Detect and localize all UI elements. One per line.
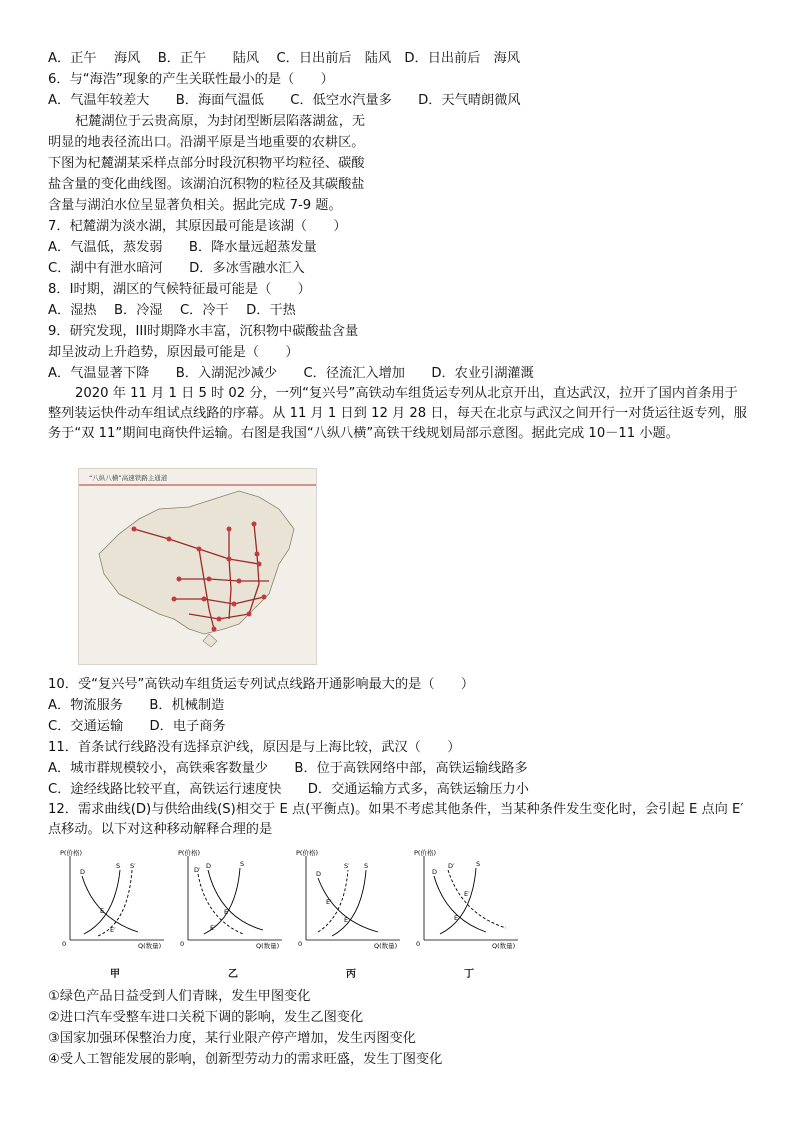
q12-statement-1: ①绿色产品日益受到人们青睐，发生甲图变化 [48, 989, 311, 1004]
q11-options-ab: A．城市群规模较小，高铁乘客数量少 B．位于高铁网络中部，高铁运输线路多 [48, 761, 528, 776]
passage-qilu-1: 杞麓湖位于云贵高原，为封闭型断层陷落湖盆，无 [75, 114, 366, 129]
railway-map [78, 468, 317, 665]
svg-text:0: 0 [298, 940, 303, 948]
svg-text:0: 0 [416, 940, 421, 948]
passage-qilu-5: 含量与湖泊水位呈显著负相关。据此完成 7-9 题。 [48, 198, 342, 213]
svg-text:E′: E′ [326, 898, 332, 906]
svg-text:D′: D′ [194, 866, 201, 874]
q12-statement-2: ②进口汽车受整车进口关税下调的影响，发生乙图变化 [48, 1010, 364, 1025]
svg-text:D: D [432, 868, 438, 876]
svg-text:S′: S′ [130, 862, 136, 870]
q11-options-cd: C．途经线路比较平直，高铁运行速度快 D．交通运输方式多，高铁运输压力小 [48, 782, 529, 797]
supply-demand-graphs [60, 848, 520, 978]
svg-text:E: E [344, 916, 349, 924]
q7-stem: 7．杞麓湖为淡水湖，其原因最可能是该湖（ ） [48, 219, 347, 234]
svg-text:P(价格): P(价格) [296, 849, 318, 857]
graph-jia [60, 848, 170, 980]
svg-text:0: 0 [62, 940, 67, 948]
q9-stem-2: 却呈波动上升趋势，原因最可能是（ ） [48, 345, 299, 360]
q6-stem: 6．与“海浩”现象的产生关联性最小的是（ ） [48, 72, 334, 87]
svg-text:0: 0 [180, 940, 185, 948]
passage-qilu-2: 明显的地表径流出口。沿湖平原是当地重要的农耕区。 [48, 135, 365, 150]
q8-stem: 8．I时期，湖区的气候特征最可能是（ ） [48, 282, 311, 297]
graph-label-bing: 丙 [346, 969, 356, 980]
svg-text:S: S [116, 862, 121, 870]
q5-options: A．正午 海风 B．正午 陆风 C．日出前后 陆风 D．日出前后 海风 [48, 51, 521, 66]
graph-label-ding: 丁 [464, 969, 474, 980]
graph-ding [414, 848, 524, 980]
svg-text:Q(数量): Q(数量) [492, 942, 516, 950]
q10-options-cd: C．交通运输 D．电子商务 [48, 719, 226, 734]
map-title: “八纵八横”高速铁路主通道 [89, 474, 168, 482]
svg-text:S: S [240, 860, 245, 868]
svg-text:S: S [476, 860, 481, 868]
svg-text:E′: E′ [464, 890, 470, 898]
q7-options-ab: A．气温低，蒸发弱 B．降水量远超蒸发量 [48, 240, 317, 255]
q9-options: A．气温显著下降 B．入湖泥沙减少 C．径流汇入增加 D．农业引湖灌溉 [48, 366, 534, 381]
china-map-graphic [79, 469, 316, 664]
svg-text:Q(数量): Q(数量) [138, 942, 162, 950]
q12-statement-3: ③国家加强环保整治力度，某行业限产停产增加，发生丙图变化 [48, 1031, 416, 1046]
svg-text:D: D [80, 868, 86, 876]
q12-statement-4: ④受人工智能发展的影响，创新型劳动力的需求旺盛，发生丁图变化 [48, 1052, 443, 1067]
graph-yi [178, 848, 288, 980]
svg-text:P(价格): P(价格) [60, 849, 82, 857]
svg-text:D: D [316, 870, 322, 878]
passage-qilu-3: 下图为杞麓湖某采样点部分时段沉积物平均粒径、碳酸 [48, 156, 365, 171]
q8-options: A．湿热 B．冷湿 C．冷干 D．干热 [48, 303, 296, 318]
passage-railway: 2020 年 11 月 1 日 5 时 02 分，一列“复兴号”高铁动车组货运专列从北京开出，直达武汉，拉开了国内首条用于整列装运快件动车组试点线路的序幕。从 11 月 1 日到 12 月 28 日，每天在北京与武汉之间开行一对货运往返专列，服务于“双 11”期间电商快件运输。右图是我国“八纵八横”高铁干线规划局部示意图。据此完成 10－11 小题。 [48, 386, 747, 441]
q11-stem: 11．首条试行线路没有选择京沪线，原因是与上海比较，武汉（ ） [48, 740, 461, 755]
svg-text:S′: S′ [344, 862, 350, 870]
svg-text:Q(数量): Q(数量) [374, 942, 398, 950]
svg-text:D: D [206, 862, 212, 870]
svg-text:S: S [364, 862, 369, 870]
q9-stem-1: 9．研究发现，III时期降水丰富，沉积物中碳酸盐含量 [48, 324, 359, 339]
graph-bing [296, 848, 406, 980]
svg-text:E: E [454, 914, 459, 922]
q10-stem: 10．受“复兴号”高铁动车组货运专列试点线路开通影响最大的是（ ） [48, 677, 475, 692]
svg-text:E: E [100, 907, 105, 915]
passage-qilu-4: 盐含量的变化曲线图。该湖泊沉积物的粒径及其碳酸盐 [48, 177, 365, 192]
svg-text:P(价格): P(价格) [414, 849, 436, 857]
graph-label-yi: 乙 [228, 969, 238, 980]
svg-text:P(价格): P(价格) [178, 849, 200, 857]
q7-options-cd: C．湖中有泄水暗河 D．多冰雪融水汇入 [48, 261, 305, 276]
q12-stem: 12．需求曲线(D)与供给曲线(S)相交于 E 点(平衡点)。如果不考虑其他条件，当某种条件发生变化时，会引起 E 点向 E′点移动。以下对这种移动解释合理的是 [48, 802, 744, 837]
graph-label-jia: 甲 [110, 969, 120, 980]
svg-text:E′: E′ [210, 924, 216, 932]
q6-options: A．气温年较差大 B．海面气温低 C．低空水汽量多 D．天气晴朗微风 [48, 93, 521, 108]
q10-options-ab: A．物流服务 B．机械制造 [48, 698, 225, 713]
svg-text:E: E [224, 908, 229, 916]
svg-text:E′: E′ [110, 926, 116, 934]
svg-text:D′: D′ [448, 862, 455, 870]
svg-text:Q(数量): Q(数量) [256, 942, 280, 950]
